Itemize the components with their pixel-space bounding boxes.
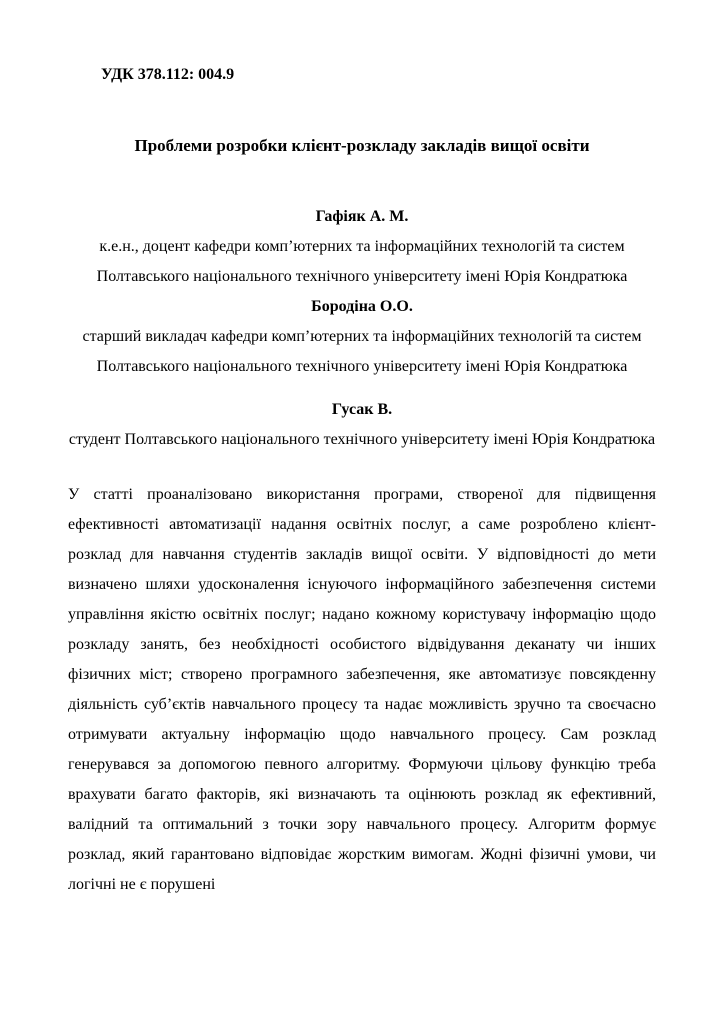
author-name-1: Гафіяк А. М. (315, 208, 409, 225)
author-affiliation-2: старший викладач кафедри комп’ютерних та інформаційних технологій та систем Полтавського національного технічного університету імені Юрія Кондратюка (82, 328, 642, 375)
paper-title: Проблеми розробки клієнт-розкладу закладів вищої освіти (134, 136, 590, 155)
udc-code: УДК 378.112: 004.9 (101, 66, 235, 83)
author-name-3: Гусак В. (331, 401, 393, 418)
author-name-2: Бородіна О.О. (311, 298, 413, 315)
author-affiliation-1: к.е.н., доцент кафедри комп’ютерних та інформаційних технологій та систем Полтавського національного технічного університету імені Юрія Кондратюка (96, 238, 628, 285)
abstract-paragraph: У статті проаналізовано використання програми, створеної для підвищення ефективності автоматизації надання освітніх послуг, а саме розроблено клієнт-розклад для навчання студентів закладів вищої освіти. У відповідності до мети визначено шляхи удосконалення існуючого інформаційного забезпечення системи управління якістю освітніх послуг; надано кожному користувачу інформацію щодо розкладу занять, без необхідності особистого відвідування деканату чи інших фізичних міст; створено програмного забезпечення, яке автоматизує повсякденну діяльність суб’єктів навчального процесу та надає можливість зручно та своєчасно отримувати актуальну інформацію щодо навчального процесу. Сам розклад генерувався за допомогою певного алгоритму. Формуючи цільову функцію треба врахувати багато факторів, які визначають та оцінюють розклад як ефективний, валідний та оптимальний з точки зору навчального процесу. Алгоритм формує розклад, який гарантовано відповідає жорстким вимогам. Жодні фізичні умови, чи логічні не є порушені (68, 486, 656, 893)
author-affiliation-3: студент Полтавського національного технічного університету імені Юрія Кондратюка (68, 431, 656, 448)
authors-block (68, 202, 656, 455)
